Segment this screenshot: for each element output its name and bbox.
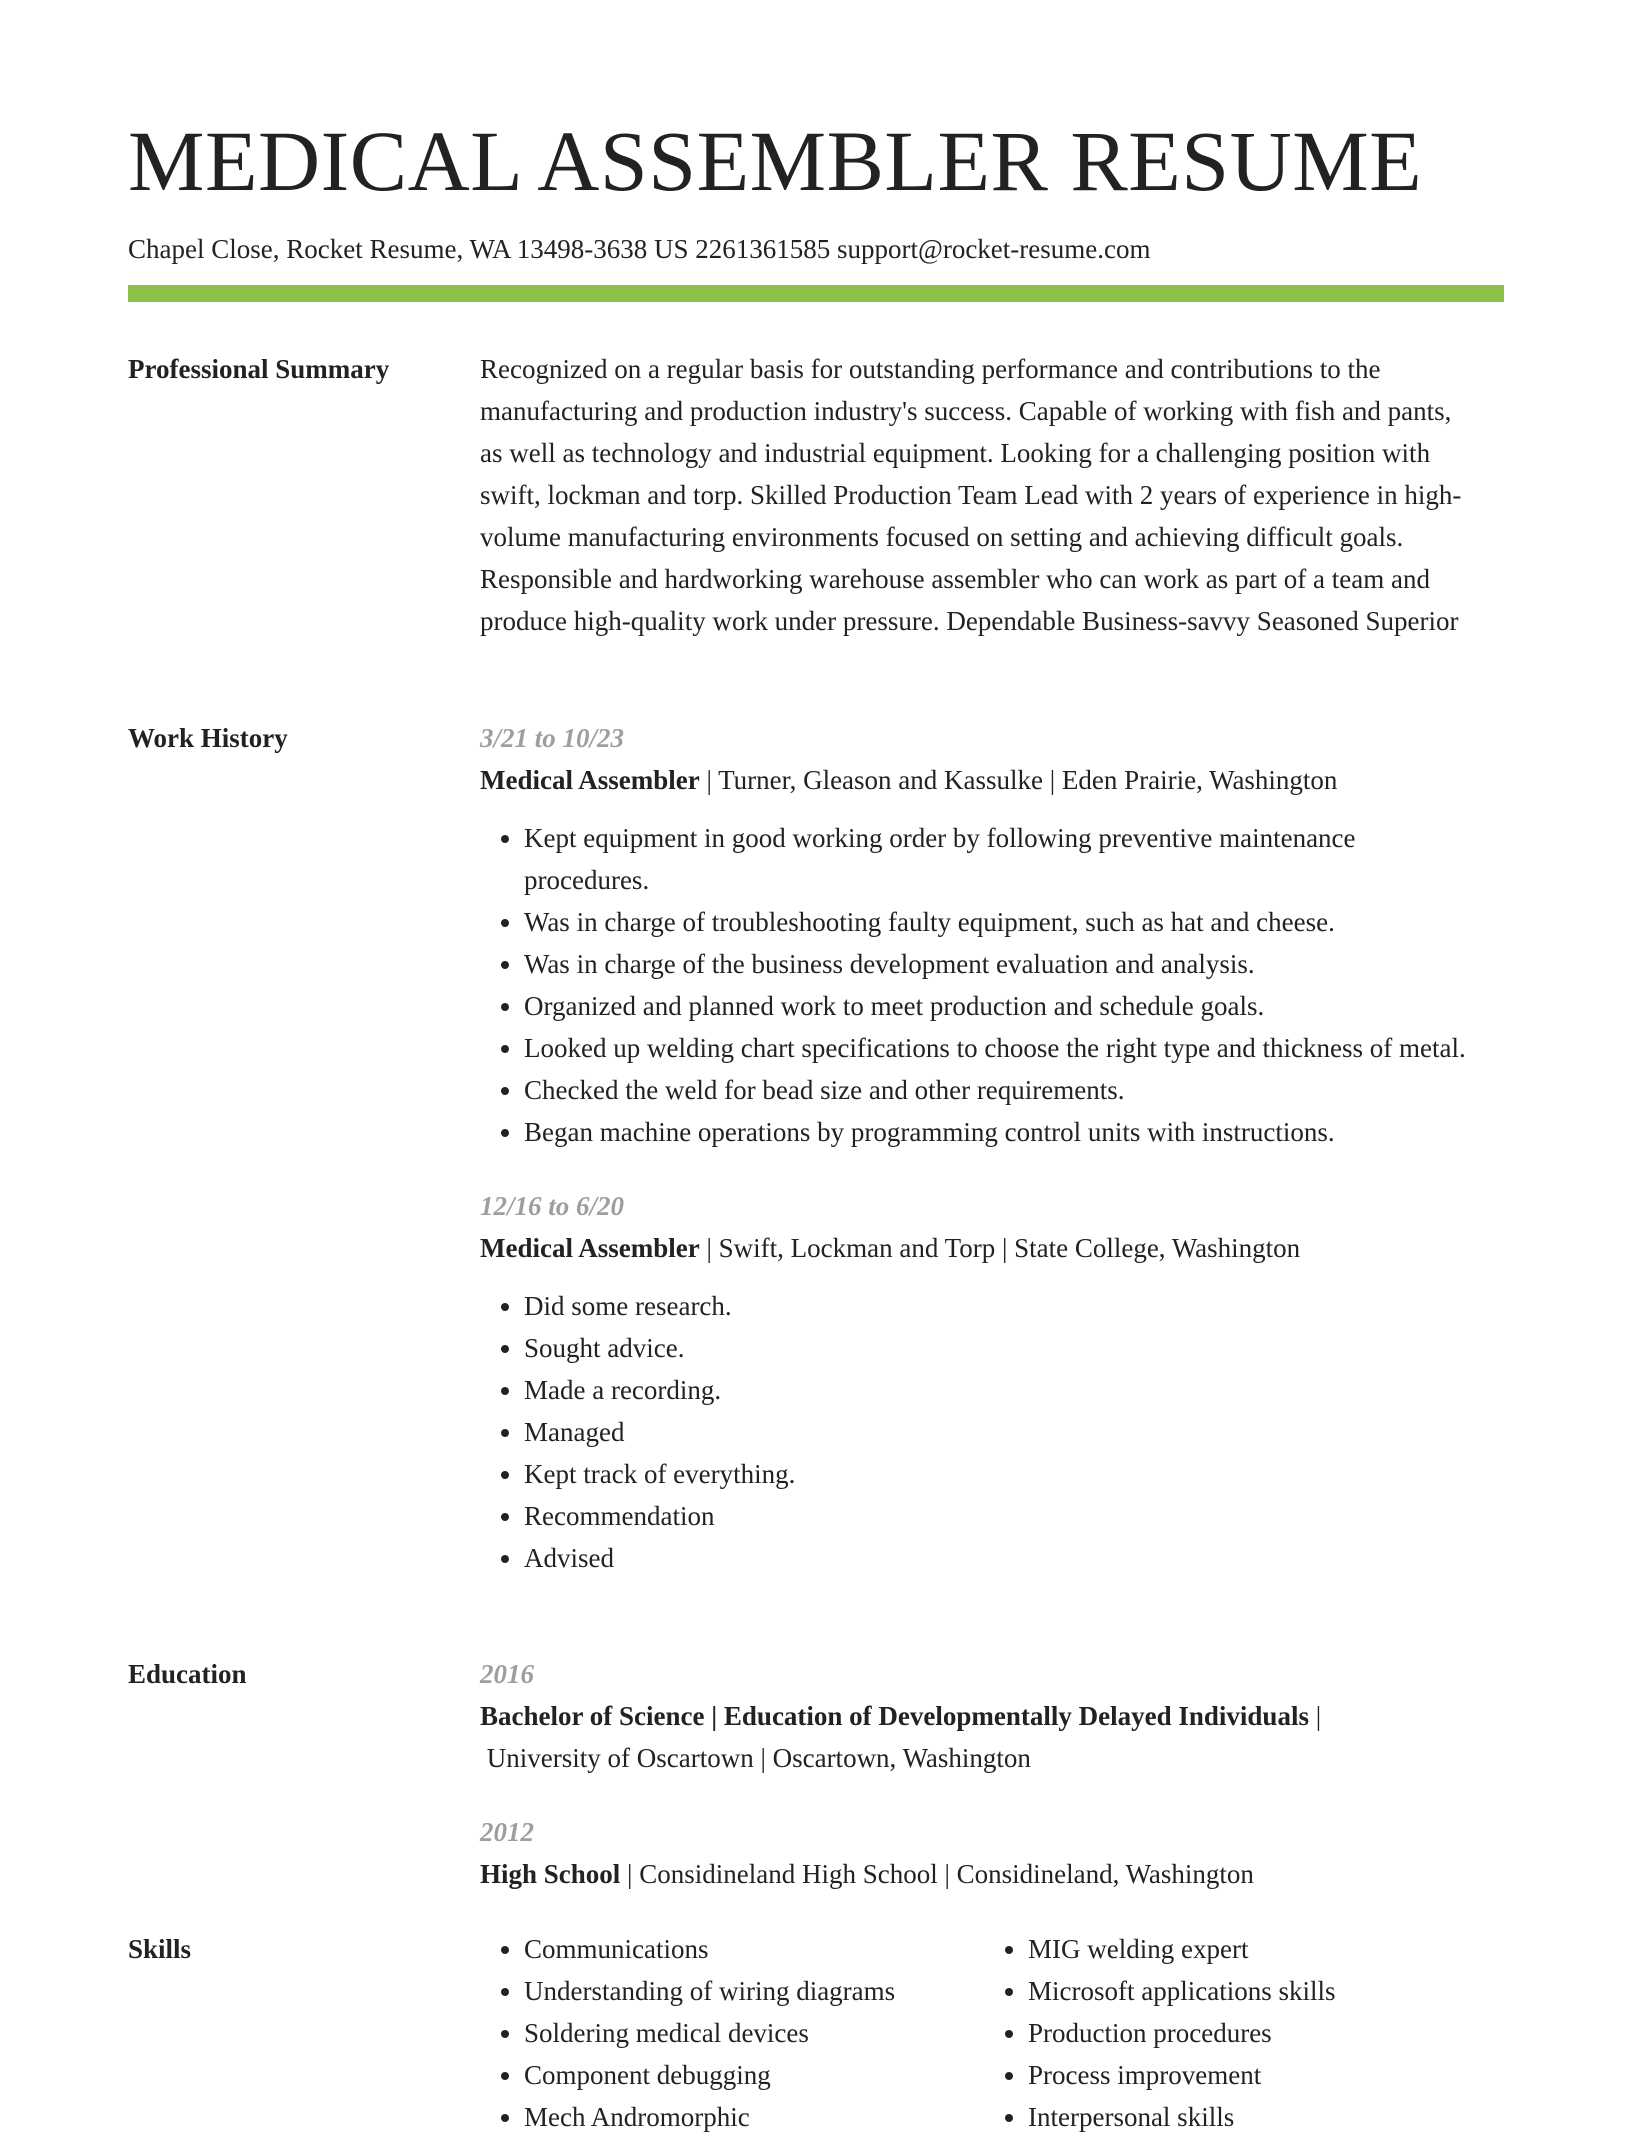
education-entry <box>480 1811 1480 1895</box>
job-details: | Swift, Lockman and Torp | State College, Washington <box>699 1233 1301 1263</box>
job-role-line <box>480 759 1480 801</box>
summary-body <box>480 348 1480 642</box>
education-year: 2016 <box>480 1659 534 1689</box>
list-item: • Organized and planned work to meet production and schedule goals. <box>524 985 1480 1027</box>
skills-list-left <box>480 1928 984 2138</box>
list-item: • Looked up welding chart specifications to choose the right type and thickness of metal. <box>524 1027 1480 1069</box>
job-dates: 12/16 to 6/20 <box>480 1191 625 1221</box>
accent-divider <box>128 285 1504 302</box>
list-item: • Kept track of everything. <box>524 1453 1480 1495</box>
education-degree-line <box>480 1853 1480 1895</box>
education-entry <box>480 1653 1480 1779</box>
list-item: • Began machine operations by programming control units with instructions. <box>524 1111 1480 1153</box>
skills-columns <box>480 1928 1490 2138</box>
job-role-line <box>480 1227 1480 1269</box>
list-item: • Microsoft applications skills <box>1028 1970 1488 2012</box>
education-label: Education <box>128 1659 247 1689</box>
education-details: | <box>1308 1701 1322 1731</box>
education-degree-line <box>480 1695 1480 1737</box>
list-item: • Sought advice. <box>524 1327 1480 1369</box>
list-item: • Made a recording. <box>524 1369 1480 1411</box>
job-dates: 3/21 to 10/23 <box>480 723 625 753</box>
work-history-label: Work History <box>128 723 288 753</box>
education-year: 2012 <box>480 1817 534 1847</box>
list-item: • Component debugging <box>524 2054 984 2096</box>
list-item: • Understanding of wiring diagrams <box>524 1970 984 2012</box>
list-item: • Process improvement <box>1028 2054 1488 2096</box>
job-title: Medical Assembler <box>480 1233 700 1263</box>
skills-label: Skills <box>128 1934 192 1964</box>
list-item: • Recommendation <box>524 1495 1480 1537</box>
summary-label: Professional Summary <box>128 354 390 384</box>
job-bullets <box>480 817 1480 1153</box>
education-body <box>480 1653 1480 1895</box>
job-details: | Turner, Gleason and Kassulke | Eden Prairie, Washington <box>699 765 1338 795</box>
list-item: • Interpersonal skills <box>1028 2096 1488 2138</box>
list-item: • Soldering medical devices <box>524 2012 984 2054</box>
education-school-line: University of Oscartown | Oscartown, Washington <box>480 1743 1031 1773</box>
list-item: • Communications <box>524 1928 984 1970</box>
list-item: • Checked the weld for bead size and other requirements. <box>524 1069 1480 1111</box>
list-item: • Kept equipment in good working order by following preventive maintenance procedures. <box>524 817 1480 901</box>
resume-title: MEDICAL ASSEMBLER RESUME <box>128 113 1423 209</box>
list-item: • Was in charge of the business development evaluation and analysis. <box>524 943 1480 985</box>
list-item: • Was in charge of troubleshooting faulty equipment, such as hat and cheese. <box>524 901 1480 943</box>
summary-text: Recognized on a regular basis for outstanding performance and contributions to the manufacturing and production industry's success. Capable of working with fish and pants, as well as technology and industrial equipment. Looking for a challenging position with swift, lockman and torp. Skilled Production Team Lead with 2 years of experience in high-volume manufacturing environments focused on setting and achieving difficult goals. Responsible and hardworking warehouse assembler who can work as part of a team and produce high-quality work under pressure. Dependable Business-savvy Seasoned Superior <box>480 354 1462 636</box>
job-bullets <box>480 1285 1480 1579</box>
job-entry <box>480 1185 1480 1579</box>
list-item: • Managed <box>524 1411 1480 1453</box>
skills-body <box>480 1928 1480 2138</box>
list-item: • Mech Andromorphic <box>524 2096 984 2138</box>
contact-line: Chapel Close, Rocket Resume, WA 13498-3638 US 2261361585 support@rocket-resume.com <box>128 234 1151 264</box>
skills-list-right <box>984 1928 1488 2138</box>
list-item: • Production procedures <box>1028 2012 1488 2054</box>
job-title: Medical Assembler <box>480 765 700 795</box>
list-item: • Advised <box>524 1537 1480 1579</box>
education-degree: High School <box>480 1859 621 1889</box>
list-item: • Did some research. <box>524 1285 1480 1327</box>
job-entry <box>480 717 1480 1153</box>
education-degree: Bachelor of Science | Education of Developmentally Delayed Individuals <box>480 1701 1309 1731</box>
work-history-body <box>480 717 1480 1579</box>
education-details: | Considineland High School | Considineland, Washington <box>620 1859 1254 1889</box>
list-item: • MIG welding expert <box>1028 1928 1488 1970</box>
